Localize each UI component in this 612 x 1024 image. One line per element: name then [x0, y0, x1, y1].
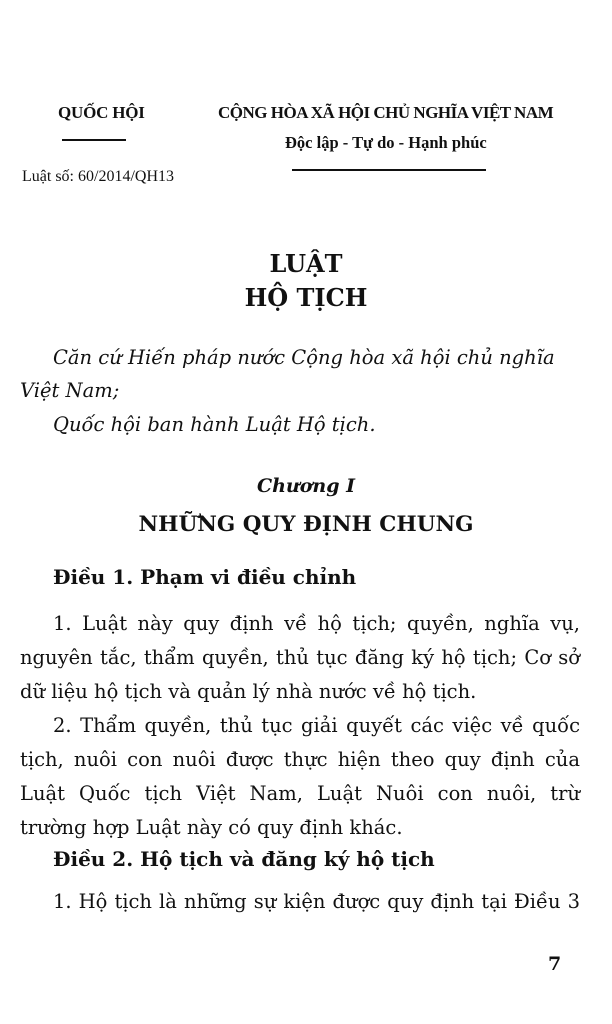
page-number: 7	[548, 953, 562, 975]
article-line: Luật Quốc tịch Việt Nam, Luật Nuôi con nuôi, trừ	[20, 782, 580, 805]
article-line: tịch, nuôi con nuôi được thực hiện theo quy định của	[20, 748, 580, 771]
national-motto: Độc lập - Tự do - Hạnh phúc	[285, 133, 487, 152]
article-line: 1. Hộ tịch là những sự kiện được quy định tại Điều 3	[53, 890, 580, 913]
issuing-body: QUỐC HỘI	[58, 103, 145, 122]
article-heading: Điều 2. Hộ tịch và đăng ký hộ tịch	[53, 847, 435, 871]
chapter-title: NHỮNG QUY ĐỊNH CHUNG	[138, 512, 474, 537]
state-name: CỘNG HÒA XÃ HỘI CHỦ NGHĨA VIỆT NAM	[218, 103, 554, 122]
article-heading: Điều 1. Phạm vi điều chỉnh	[53, 565, 357, 589]
motto-underline	[292, 169, 486, 171]
document-title-line2: HỘ TỊCH	[244, 283, 368, 312]
document-title-line1: LUẬT	[269, 249, 343, 278]
preamble-line: Căn cứ Hiến pháp nước Cộng hòa xã hội chủ nghĩa	[53, 346, 555, 369]
article-line: nguyên tắc, thẩm quyền, thủ tục đăng ký hộ tịch; Cơ sở	[20, 646, 580, 669]
issuing-body-underline	[62, 139, 126, 141]
law-number: Luật số: 60/2014/QH13	[22, 168, 174, 185]
chapter-label: Chương I	[256, 475, 356, 497]
preamble-line: Việt Nam;	[20, 379, 120, 402]
article-line: trường hợp Luật này có quy định khác.	[20, 816, 403, 839]
preamble-line: Quốc hội ban hành Luật Hộ tịch.	[53, 413, 376, 436]
article-line: 2. Thẩm quyền, thủ tục giải quyết các việc về quốc	[53, 714, 580, 737]
article-line: 1. Luật này quy định về hộ tịch; quyền, nghĩa vụ,	[53, 612, 580, 635]
article-line: dữ liệu hộ tịch và quản lý nhà nước về hộ tịch.	[20, 680, 477, 703]
